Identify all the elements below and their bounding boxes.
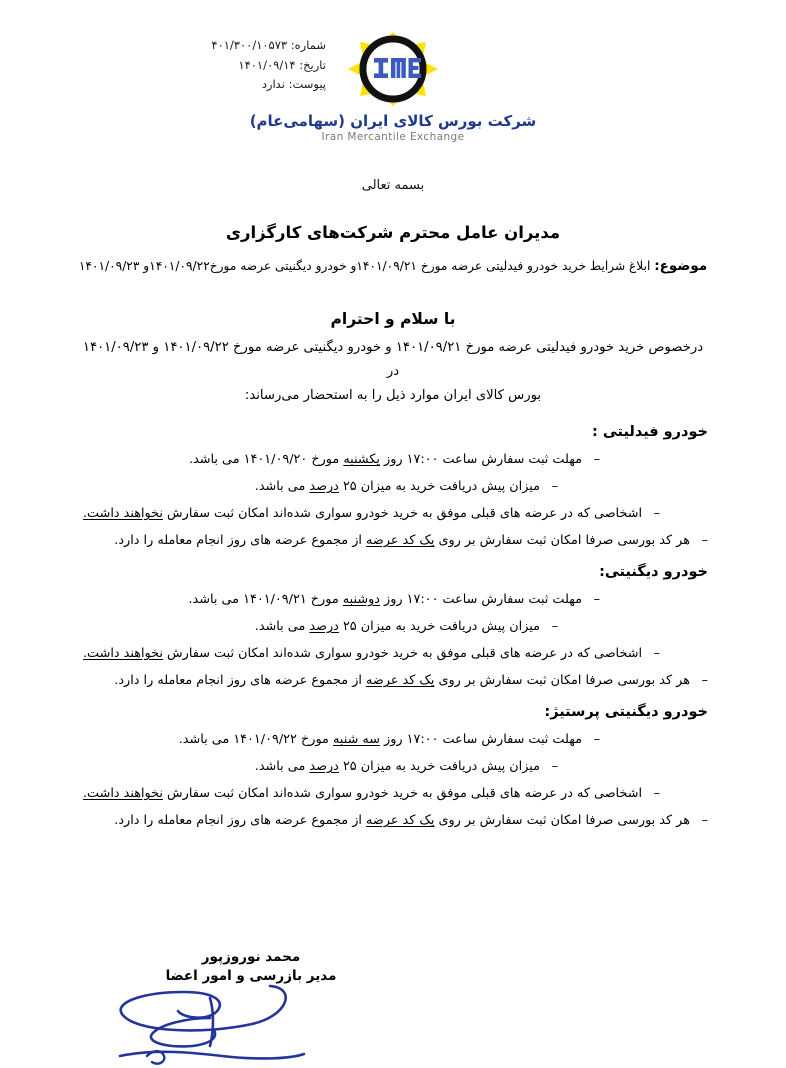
bullet-item — [78, 753, 558, 780]
sections-container — [78, 424, 708, 834]
section-title: خودرو فیدلیتی : — [592, 424, 708, 440]
bullet-text: می باشد. — [254, 759, 310, 774]
emphasized-text: دوشنبه — [342, 592, 380, 607]
bullet-item — [78, 667, 708, 694]
bullet-text: هر کد بورسی صرفا امکان ثبت سفارش بر روی — [434, 533, 690, 548]
bullet-text: میزان پیش دریافت خرید به میزان ۲۵ — [338, 619, 540, 634]
bullet-item — [78, 527, 708, 554]
section — [78, 564, 708, 694]
bullet-dash-icon: – — [701, 673, 708, 688]
bullet-dash-icon: – — [653, 646, 660, 661]
emphasized-text: یک کد عرضه — [366, 813, 435, 828]
bullet-text: اشخاصی که در عرضه های قبلی موفق به خرید خودرو سواری شده‌اند امکان ثبت سفارش — [162, 786, 642, 801]
emphasized-text: درصد — [309, 759, 339, 774]
reference-number-label: شماره: — [290, 38, 326, 52]
emphasized-text: نخواهند داشت. — [82, 506, 163, 521]
section-title: خودرو دیگنیتی: — [599, 564, 708, 580]
letter-header — [0, 0, 786, 160]
addressee-line: مدیران عامل محترم شرکت‌های کارگزاری — [225, 223, 561, 242]
organization-logo — [0, 30, 786, 143]
organization-name-fa: شرکت بورس کالای ایران (سهامی‌عام) — [249, 112, 537, 130]
bullet-dash-icon: – — [653, 506, 660, 521]
emphasized-text: سه شنبه — [332, 732, 380, 747]
reference-number-value: ۴۰۱/۳۰۰/۱۰۵۷۳ — [211, 38, 288, 52]
section-bullet-list — [78, 446, 708, 554]
bullet-text: هر کد بورسی صرفا امکان ثبت سفارش بر روی — [434, 813, 690, 828]
bullet-text: مهلت ثبت سفارش ساعت ۱۷:۰۰ روز — [379, 452, 582, 467]
bullet-dash-icon: – — [593, 592, 600, 607]
emphasized-text: درصد — [309, 479, 339, 494]
bullet-text: از مجموع عرضه های روز انجام معامله را دارد. — [114, 533, 367, 548]
bullet-item — [78, 586, 600, 613]
bullet-item — [78, 807, 708, 834]
bullet-item — [78, 726, 600, 753]
bullet-dash-icon: – — [593, 732, 600, 747]
bullet-text: هر کد بورسی صرفا امکان ثبت سفارش بر روی — [434, 673, 690, 688]
subject-line — [78, 256, 708, 276]
greeting-line: با سلام و احترام — [330, 310, 456, 328]
bullet-item — [78, 640, 660, 667]
bullet-item — [78, 446, 600, 473]
bullet-dash-icon: – — [701, 813, 708, 828]
bullet-text: میزان پیش دریافت خرید به میزان ۲۵ — [338, 479, 540, 494]
reference-date-value: ۱۴۰۱/۰۹/۱۴ — [238, 57, 296, 72]
emphasized-text: نخواهند داشت. — [82, 786, 163, 801]
bullet-item — [78, 613, 558, 640]
reference-date-label: تاریخ: — [299, 57, 326, 72]
bullet-dash-icon: – — [593, 452, 600, 467]
emphasized-text: یک کد عرضه — [366, 533, 435, 548]
bullet-dash-icon: – — [653, 786, 660, 801]
section — [78, 704, 708, 834]
bullet-dash-icon: – — [551, 479, 558, 494]
basmala-line: بسمه تعالی — [361, 178, 425, 193]
bullet-item — [78, 500, 660, 527]
bullet-text: از مجموع عرضه های روز انجام معامله را دارد. — [114, 813, 367, 828]
emphasized-text: یکشنبه — [343, 452, 380, 467]
section — [78, 424, 708, 554]
bullet-text: مورخ ۱۴۰۱/۰۹/۲۱ می باشد. — [188, 592, 343, 607]
subject-text: ابلاغ شرایط خرید خودرو فیدلیتی عرضه مورخ ۱۴۰۱/۰۹/۲۱و خودرو دیگنیتی عرضه مورخ۱۴۰۱/۰۹/۲۲و ۱۴۰۱/۰۹/۲۳ — [78, 259, 651, 273]
bullet-text: مهلت ثبت سفارش ساعت ۱۷:۰۰ روز — [379, 732, 582, 747]
intro-line-1: درخصوص خرید خودرو فیدلیتی عرضه مورخ ۱۴۰۱/۰۹/۲۱ و خودرو دیگنیتی عرضه مورخ ۱۴۰۱/۰۹/۲۲ و ۱۴۰۱/۰۹/۲۳ در — [82, 340, 704, 379]
section-bullet-list — [78, 726, 708, 834]
emphasized-text: نخواهند داشت. — [82, 646, 163, 661]
letter-body — [0, 178, 786, 834]
signatory-title: مدیر بازرسی و امور اعضا — [165, 968, 337, 984]
section-title: خودرو دیگنیتی پرستیژ: — [544, 704, 708, 720]
bullet-text: می باشد. — [254, 619, 310, 634]
bullet-text: اشخاصی که در عرضه های قبلی موفق به خرید خودرو سواری شده‌اند امکان ثبت سفارش — [162, 646, 642, 661]
subject-label: موضوع: — [654, 258, 708, 274]
bullet-text: مورخ ۱۴۰۱/۰۹/۲۰ می باشد. — [189, 452, 344, 467]
ime-logo-icon — [346, 30, 440, 108]
signatory-name: محمد نوروزپور — [201, 949, 301, 965]
bullet-item — [78, 473, 558, 500]
organization-name-en: Iran Mercantile Exchange — [321, 131, 465, 143]
intro-line-2: بورس کالای ایران موارد ذیل را به استحضار می‌رساند: — [244, 388, 542, 403]
emphasized-text: یک کد عرضه — [366, 673, 435, 688]
emphasized-text: درصد — [309, 619, 339, 634]
bullet-dash-icon: – — [551, 619, 558, 634]
bullet-text: مورخ ۱۴۰۱/۰۹/۲۲ می باشد. — [178, 732, 333, 747]
bullet-dash-icon: – — [551, 759, 558, 774]
bullet-text: می باشد. — [254, 479, 310, 494]
intro-paragraph — [78, 336, 708, 408]
bullet-dash-icon: – — [701, 533, 708, 548]
signature-block — [86, 948, 416, 986]
bullet-text: اشخاصی که در عرضه های قبلی موفق به خرید خودرو سواری شده‌اند امکان ثبت سفارش — [162, 506, 642, 521]
bullet-text: از مجموع عرضه های روز انجام معامله را دارد. — [114, 673, 367, 688]
section-bullet-list — [78, 586, 708, 694]
bullet-text: میزان پیش دریافت خرید به میزان ۲۵ — [338, 759, 540, 774]
reference-attachment-value: ندارد — [261, 77, 285, 91]
bullet-text: مهلت ثبت سفارش ساعت ۱۷:۰۰ روز — [379, 592, 582, 607]
reference-attachment-label: پیوست: — [288, 77, 326, 91]
bullet-item — [78, 780, 660, 807]
